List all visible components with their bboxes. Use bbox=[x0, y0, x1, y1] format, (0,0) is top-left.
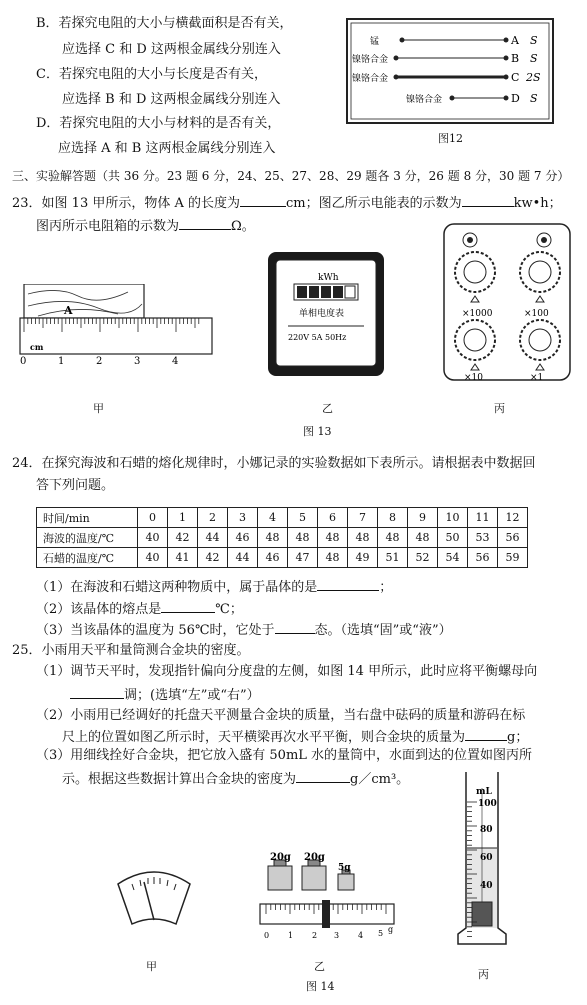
meter-spec: 220V 5A 50Hz bbox=[288, 333, 347, 342]
q25-p3-end: g／cm³。 bbox=[350, 772, 410, 787]
ruler-num-3: 3 bbox=[134, 356, 141, 367]
cyl-mark-80: 80 bbox=[480, 825, 493, 835]
figure-14-graduated-cylinder bbox=[452, 768, 512, 948]
fig13-jia-label: 甲 bbox=[93, 402, 104, 415]
figure-13-ruler bbox=[18, 284, 214, 374]
fig13-yi-label: 乙 bbox=[322, 402, 333, 415]
table-cell: 42 bbox=[168, 528, 198, 548]
q24-q3-end: 态。（选填“固”或“液”） bbox=[314, 623, 452, 638]
table-cell: 48 bbox=[318, 528, 348, 548]
scale-num-1: 1 bbox=[288, 931, 294, 940]
scale-num-3: 3 bbox=[334, 931, 340, 940]
wire-d-area: S bbox=[530, 92, 538, 105]
ruler-num-0: 0 bbox=[20, 356, 27, 367]
table-cell: 40 bbox=[138, 548, 168, 568]
table-cell: 3 bbox=[228, 508, 258, 528]
fig14-bing-label: 丙 bbox=[478, 968, 489, 981]
q25-p2-end: g； bbox=[507, 730, 529, 745]
table-cell: 48 bbox=[408, 528, 438, 548]
cyl-mark-100: 100 bbox=[478, 799, 497, 809]
wire-a-material: 锰 bbox=[370, 37, 380, 47]
weight-label-2: 20g bbox=[304, 852, 325, 863]
q23-part2: cm；图乙所示电能表的示数为 bbox=[286, 196, 462, 211]
q24-q1-text: （1）在海波和石蜡这两种物质中，属于晶体的是 bbox=[36, 580, 318, 595]
table-cell: 11 bbox=[468, 508, 498, 528]
q24-q3 bbox=[36, 621, 452, 639]
ruler-num-1: 1 bbox=[58, 356, 65, 367]
table-row bbox=[37, 528, 528, 548]
figure-14-weights-scale bbox=[258, 848, 398, 944]
scale-unit: g bbox=[388, 925, 394, 934]
table-cell: 41 bbox=[168, 548, 198, 568]
option-b-line2: 应选择 C 和 D 这两根金属线分别连入 bbox=[62, 42, 281, 57]
table-cell: 44 bbox=[198, 528, 228, 548]
alloy-block bbox=[472, 902, 492, 926]
table-cell: 48 bbox=[378, 528, 408, 548]
table-cell: 42 bbox=[198, 548, 228, 568]
q23-part1: 23．如图 13 甲所示，物体 A 的长度为 bbox=[12, 196, 241, 211]
table-cell: 5 bbox=[288, 508, 318, 528]
q24-q2-text: （2）该晶体的熔点是 bbox=[36, 602, 162, 617]
fig14-jia-label: 甲 bbox=[146, 960, 157, 973]
table-cell: 56 bbox=[468, 548, 498, 568]
table-cell: 48 bbox=[348, 528, 378, 548]
table-cell: 48 bbox=[258, 528, 288, 548]
cylinder-unit: mL bbox=[476, 787, 492, 797]
meter-unit: kWh bbox=[318, 273, 339, 283]
table-cell: 46 bbox=[258, 548, 288, 568]
q25-p2-line1: （2）小雨用已经调好的托盘天平测量合金块的质量，当右盘中砝码的质量和游码在标 bbox=[36, 708, 526, 723]
mult-1: ×1 bbox=[530, 373, 544, 382]
table-cell: 50 bbox=[438, 528, 468, 548]
figure-13-energy-meter bbox=[266, 250, 386, 378]
table-cell: 40 bbox=[138, 528, 168, 548]
table-cell: 48 bbox=[318, 548, 348, 568]
q25-p1-end: 调；(选填“左”或“右”） bbox=[124, 688, 260, 703]
wire-d-material: 镍铬合金 bbox=[406, 95, 443, 105]
q25-p1-line1: （1）调节天平时，发现指针偏向分度盘的左侧，如图 14 甲所示，此时应将平衡螺母向 bbox=[36, 664, 538, 679]
table-cell: 10 bbox=[438, 508, 468, 528]
table-cell: 6 bbox=[318, 508, 348, 528]
table-cell: 0 bbox=[138, 508, 168, 528]
table-row-label: 时间/min bbox=[37, 508, 138, 528]
fig13-bing-label: 丙 bbox=[494, 402, 505, 415]
melting-data-table bbox=[36, 507, 528, 568]
mult-100: ×100 bbox=[524, 309, 549, 319]
scale-num-5: 5 bbox=[378, 929, 384, 938]
ruler-num-4: 4 bbox=[172, 356, 179, 367]
weight-label-1: 20g bbox=[270, 852, 291, 863]
q23-line2b: Ω。 bbox=[231, 219, 255, 234]
table-cell: 47 bbox=[288, 548, 318, 568]
q25-p1-line2 bbox=[70, 686, 260, 704]
q23-line2a: 图丙所示电阻箱的示数为 bbox=[36, 219, 180, 234]
weight-label-3: 5g bbox=[338, 863, 351, 873]
q24-q3-text: （3）当该晶体的温度为 56℃时，它处于 bbox=[36, 623, 275, 638]
q24-blank-state bbox=[275, 621, 315, 634]
q24-q1 bbox=[36, 578, 392, 596]
figure-14-caption: 图 14 bbox=[306, 980, 335, 993]
table-cell: 4 bbox=[258, 508, 288, 528]
table-row bbox=[37, 508, 528, 528]
table-cell: 48 bbox=[288, 528, 318, 548]
table-cell: 12 bbox=[498, 508, 528, 528]
section-3-heading: 三、实验解答题（共 36 分。23 题 6 分，24、25、27、28、29 题各 3 分，26 题 8 分，30 题 7 分） bbox=[12, 169, 570, 183]
rider-slider bbox=[322, 900, 330, 928]
q25-blank-direction bbox=[70, 686, 124, 699]
meter-name: 单相电度表 bbox=[299, 309, 345, 319]
wire-b-material: 镍铬合金 bbox=[352, 55, 389, 65]
table-cell: 8 bbox=[378, 508, 408, 528]
ruler-num-2: 2 bbox=[96, 356, 103, 367]
q24-q2-end: ℃； bbox=[215, 602, 243, 617]
table-cell: 1 bbox=[168, 508, 198, 528]
table-cell: 54 bbox=[438, 548, 468, 568]
q24-blank-melting-point bbox=[161, 600, 215, 613]
option-d-line1: D．若探究电阻的大小与材料的是否有关， bbox=[36, 116, 281, 131]
table-cell: 53 bbox=[468, 528, 498, 548]
mult-1000: ×1000 bbox=[462, 309, 493, 319]
q24-q2 bbox=[36, 600, 243, 618]
q23-line1 bbox=[12, 194, 562, 212]
q25-p3-line1: （3）用细线拴好合金块，把它放入盛有 50mL 水的量筒中，水面到达的位置如图丙所 bbox=[36, 748, 533, 763]
wire-c-area: 2S bbox=[526, 71, 541, 84]
table-cell: 52 bbox=[408, 548, 438, 568]
scale-num-4: 4 bbox=[358, 931, 364, 940]
table-cell: 2 bbox=[198, 508, 228, 528]
wire-b-letter: B bbox=[511, 52, 520, 65]
weight-20g-b bbox=[302, 866, 326, 890]
ruler-unit: cm bbox=[30, 342, 44, 352]
option-b-line1: B．若探究电阻的大小与横截面积是否有关， bbox=[36, 16, 293, 31]
table-cell: 44 bbox=[228, 548, 258, 568]
q25-blank-mass bbox=[465, 728, 507, 741]
q24-blank-crystal bbox=[317, 578, 379, 591]
figure-14-balance-pointer bbox=[112, 866, 196, 930]
q25-p3-line2 bbox=[62, 770, 409, 788]
wire-a-letter: A bbox=[511, 34, 519, 47]
figure-12-wire-board bbox=[346, 18, 554, 124]
table-cell: 9 bbox=[408, 508, 438, 528]
q24-q1-end: ； bbox=[379, 580, 393, 595]
wire-a-area: S bbox=[530, 34, 538, 47]
table-cell: 59 bbox=[498, 548, 528, 568]
wire-b-area: S bbox=[530, 52, 538, 65]
q25-p3-text: 示。根据这些数据计算出合金块的密度为 bbox=[62, 772, 297, 787]
table-cell: 46 bbox=[228, 528, 258, 548]
table-cell: 56 bbox=[498, 528, 528, 548]
weight-20g-a bbox=[268, 866, 292, 890]
table-cell: 51 bbox=[378, 548, 408, 568]
table-row-label: 海波的温度/℃ bbox=[37, 528, 138, 548]
q23-blank-resistance bbox=[179, 217, 231, 230]
weight-5g bbox=[338, 874, 354, 890]
scale-num-0: 0 bbox=[264, 931, 270, 940]
q25-p2-text: 尺上的位置如图乙所示时，天平横梁再次水平平衡，则合金块的质量为 bbox=[62, 730, 466, 745]
figure-12-caption: 图12 bbox=[438, 132, 463, 145]
q24-line1: 24．在探究海波和石蜡的熔化规律时，小娜记录的实验数据如下表所示。请根据表中数据回 bbox=[12, 456, 536, 471]
option-d-line2: 应选择 A 和 B 这两根金属线分别连入 bbox=[58, 141, 276, 156]
wire-d-letter: D bbox=[511, 92, 520, 105]
q25-title: 25．小雨用天平和量筒测合金块的密度。 bbox=[12, 643, 250, 658]
fig14-yi-label: 乙 bbox=[314, 960, 325, 973]
table-row-label: 石蜡的温度/℃ bbox=[37, 548, 138, 568]
wire-c-letter: C bbox=[511, 71, 520, 84]
object-a-label: A bbox=[64, 304, 73, 317]
option-c-line1: C．若探究电阻的大小与长度是否有关， bbox=[36, 67, 267, 82]
cyl-mark-60: 60 bbox=[480, 853, 493, 863]
q24-line2: 答下列问题。 bbox=[36, 478, 115, 493]
ruler-body bbox=[20, 318, 212, 354]
figure-13-resistance-box bbox=[442, 222, 572, 382]
q23-blank-length bbox=[240, 194, 286, 207]
q23-blank-energy bbox=[462, 194, 514, 207]
q25-blank-density bbox=[296, 770, 350, 783]
table-cell: 49 bbox=[348, 548, 378, 568]
figure-13-caption: 图 13 bbox=[303, 425, 332, 438]
table-cell: 7 bbox=[348, 508, 378, 528]
table-row bbox=[37, 548, 528, 568]
q25-p2-line2 bbox=[62, 728, 528, 746]
q23-part3: kw•h； bbox=[513, 196, 562, 211]
scale-num-2: 2 bbox=[312, 931, 318, 940]
mult-10: ×10 bbox=[464, 373, 483, 382]
wire-c-material: 镍铬合金 bbox=[352, 74, 389, 84]
q23-line2 bbox=[36, 217, 255, 235]
option-c-line2: 应选择 B 和 D 这两根金属线分别连入 bbox=[62, 92, 281, 107]
cyl-mark-40: 40 bbox=[480, 881, 493, 891]
